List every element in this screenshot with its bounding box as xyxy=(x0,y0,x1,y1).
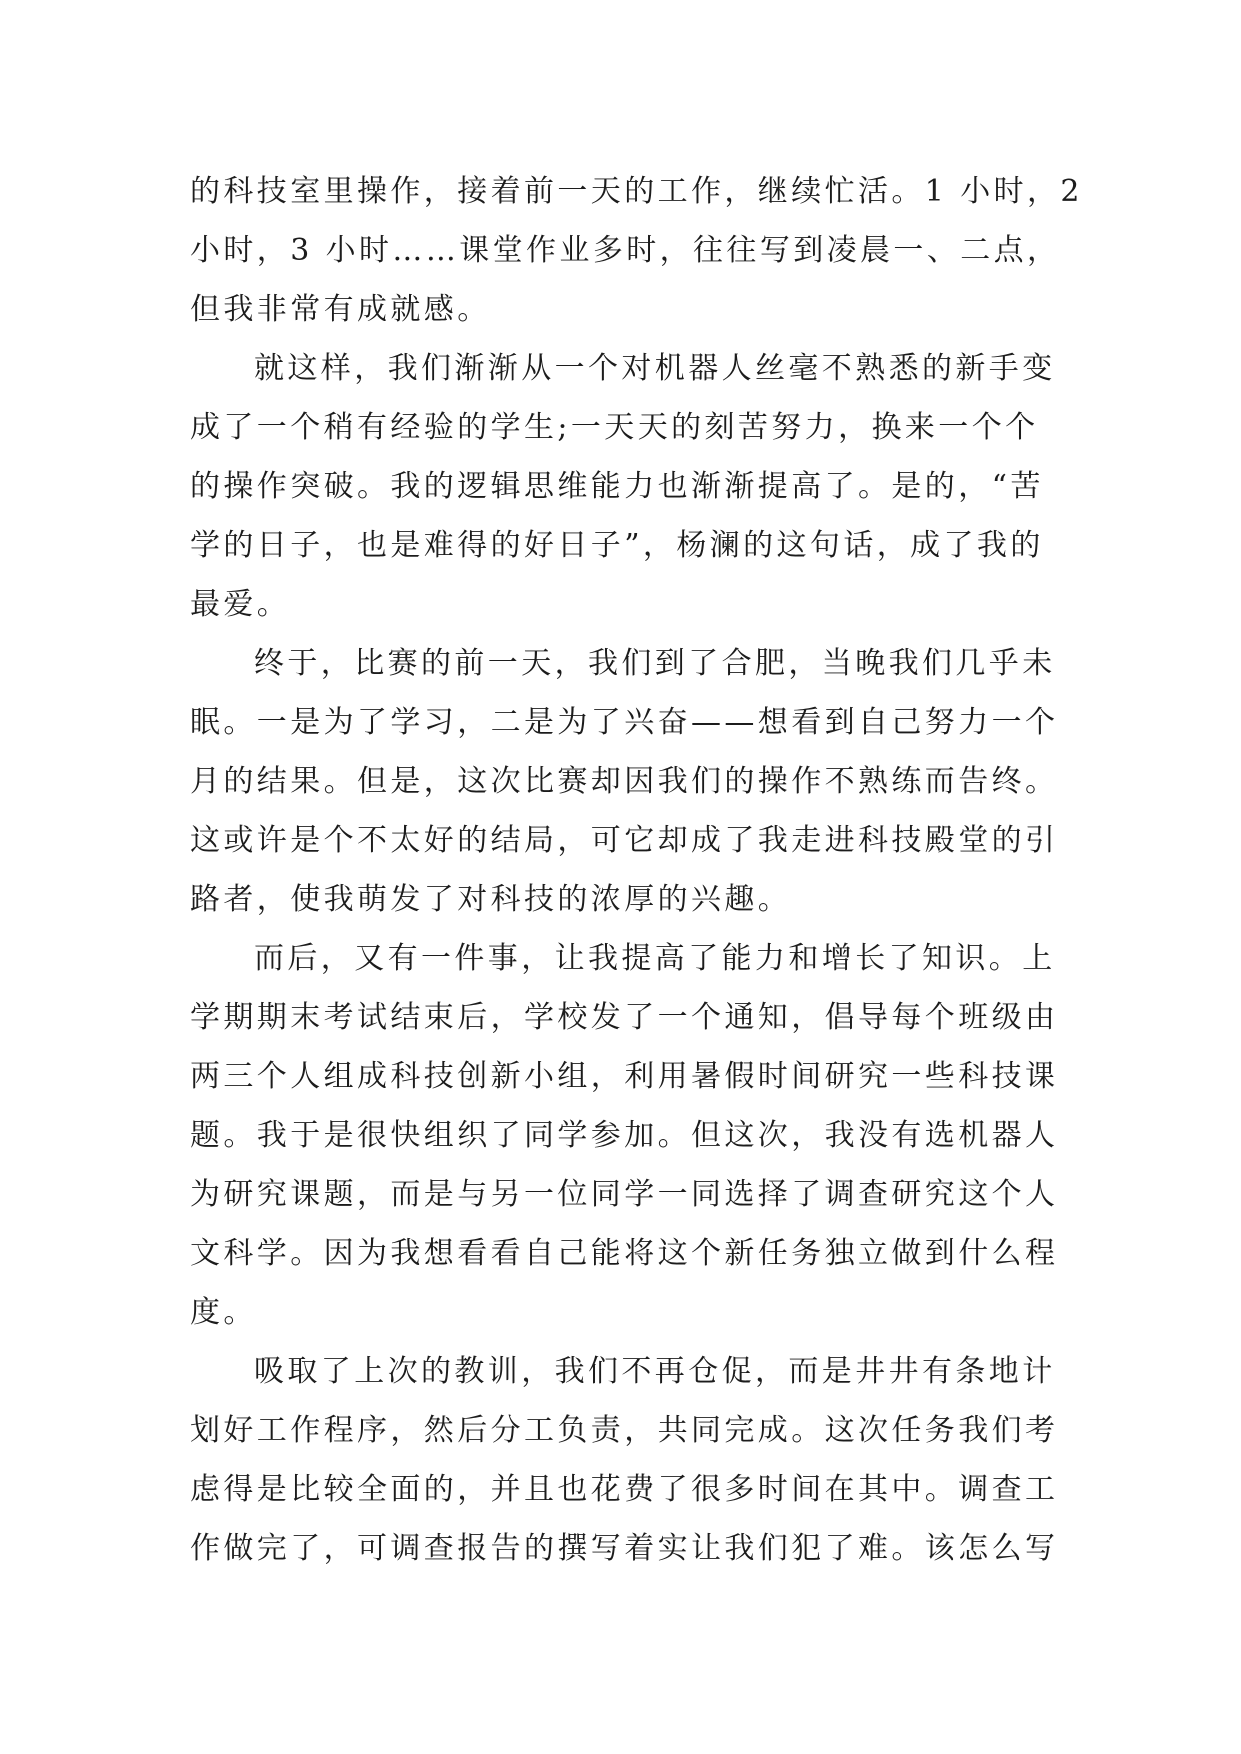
text-line: 小时，3 小时……课堂作业多时，往往写到凌晨一、二点， xyxy=(190,233,1061,268)
text-line: 终于，比赛的前一天，我们到了合肥，当晚我们几乎未 xyxy=(254,646,1056,681)
text-line: 但我非常有成就感。 xyxy=(190,292,491,327)
text-line: 吸取了上次的教训，我们不再仓促，而是井井有条地计 xyxy=(254,1354,1056,1389)
text-line: 就这样，我们渐渐从一个对机器人丝毫不熟悉的新手变 xyxy=(254,351,1056,386)
text-line: 的操作突破。我的逻辑思维能力也渐渐提高了。是的，“苦 xyxy=(190,469,1044,504)
text-line: 学的日子，也是难得的好日子”，杨澜的这句话，成了我的 xyxy=(190,528,1044,563)
text-line: 路者，使我萌发了对科技的浓厚的兴趣。 xyxy=(190,882,792,917)
text-line: 而后，又有一件事，让我提高了能力和增长了知识。上 xyxy=(254,941,1056,976)
text-line: 成了一个稍有经验的学生;一天天的刻苦努力，换来一个个 xyxy=(190,410,1039,445)
text-line: 这或许是个不太好的结局，可它却成了我走进科技殿堂的引 xyxy=(190,823,1059,858)
text-line: 的科技室里操作，接着前一天的工作，继续忙活。1 小时，2 xyxy=(190,174,1083,209)
text-line: 划好工作程序，然后分工负责，共同完成。这次任务我们考 xyxy=(190,1413,1059,1448)
text-line: 两三个人组成科技创新小组，利用暑假时间研究一些科技课 xyxy=(190,1059,1059,1094)
text-line: 虑得是比较全面的，并且也花费了很多时间在其中。调查工 xyxy=(190,1472,1059,1507)
text-line: 题。我于是很快组织了同学参加。但这次，我没有选机器人 xyxy=(190,1118,1059,1153)
text-line: 度。 xyxy=(190,1295,257,1330)
text-line: 月的结果。但是，这次比赛却因我们的操作不熟练而告终。 xyxy=(190,764,1059,799)
text-line: 眠。一是为了学习，二是为了兴奋——想看到自己努力一个 xyxy=(190,705,1059,740)
text-line: 作做完了，可调查报告的撰写着实让我们犯了难。该怎么写 xyxy=(190,1531,1059,1566)
text-line: 学期期末考试结束后，学校发了一个通知，倡导每个班级由 xyxy=(190,1000,1059,1035)
text-line: 文科学。因为我想看看自己能将这个新任务独立做到什么程 xyxy=(190,1236,1059,1271)
text-line: 为研究课题，而是与另一位同学一同选择了调查研究这个人 xyxy=(190,1177,1059,1212)
document-body xyxy=(190,162,1083,1578)
text-line: 最爱。 xyxy=(190,587,291,622)
